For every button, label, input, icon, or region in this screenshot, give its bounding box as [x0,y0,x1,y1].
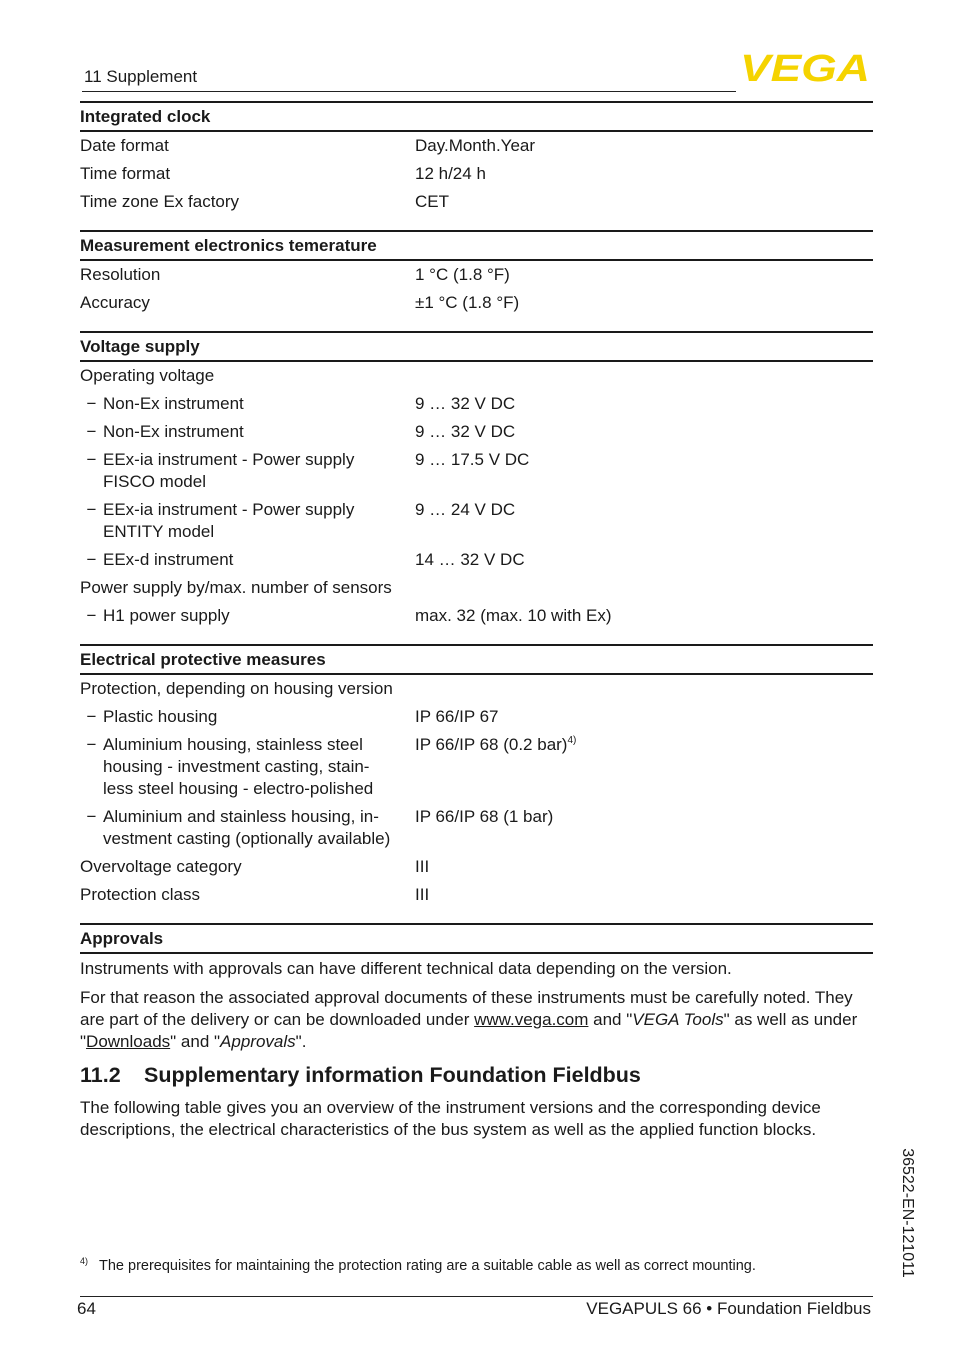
svg-text:VEGA: VEGA [740,50,870,84]
section-title: Measurement electronics temerature [80,230,873,261]
section-approvals [80,923,873,1053]
table-row: Operating voltage [80,366,215,385]
footer-rule [80,1296,873,1297]
approvals-paragraph: For that reason the associated approval documents of these instruments must be carefully noted. They are part of the delivery or can be downloaded under www.vega.com and "VEGA Tools" as well as under "Downloads" and "Approvals". [80,988,858,1051]
page-header-label: 11 Supplement [84,67,198,86]
downloads-link[interactable]: Downloads [86,1032,171,1051]
footer-title: VEGAPULS 66 • Foundation Fieldbus [586,1299,871,1318]
approvals-paragraph: Instruments with approvals can have different technical data depending on the version. [80,959,732,978]
table-row: − EEx-ia instrument - Power supply ENTITY model 9 … 24 V DC [86,500,516,541]
section-voltage-supply [80,331,873,627]
section-title: Voltage supply [80,331,873,362]
table-row: − Aluminium housing, stainless steel housing - investment casting, stain-less steel housing - electro-polished IP 66/IP 68 (0.2 bar)$^{4)}$ [86,735,577,798]
table-row: − Aluminium and stainless housing, in-vestment casting (optionally available) IP 66/IP 68 (1 bar) [86,807,554,848]
table-row: − Non-Ex instrument 9 … 32 V DC [86,394,516,413]
page-number: 64 [77,1299,96,1318]
section-title: Electrical protective measures [80,644,873,675]
table-row: Protection, depending on housing version [80,679,393,698]
table-row: Accuracy ±1 °C (1.8 °F) [80,293,520,312]
section-heading: 11.2 Supplementary information Foundation Fieldbus [80,1063,641,1087]
table-row: Time format 12 h/24 h [80,164,486,183]
section-electronics-temperature [80,230,873,314]
section-integrated-clock [80,101,873,213]
vega-website-link[interactable]: www.vega.com [474,1010,589,1029]
section-title: Approvals [80,923,873,954]
table-row: Protection class III [80,885,430,904]
table-row: Overvoltage category III [80,857,430,876]
table-row: − H1 power supply max. 32 (max. 10 with Ex) [86,606,612,625]
section-title: Integrated clock [80,101,873,132]
header-rule [82,91,736,92]
footnote: 4) The prerequisites for maintaining the protection rating are a suitable cable as well as correct mounting. [80,1256,756,1274]
table-row: Power supply by/max. number of sensors [80,578,392,597]
vega-logo [740,50,872,84]
footnote-ref: 4) [567,735,577,746]
table-row: Time zone Ex factory CET [80,192,449,211]
table-row: − Non-Ex instrument 9 … 32 V DC [86,422,516,441]
table-row: − Plastic housing IP 66/IP 67 [86,707,499,726]
document-code: 36522-EN-121011 [899,1148,916,1278]
table-row: − EEx-d instrument 14 … 32 V DC [86,550,525,569]
table-row: Resolution 1 °C (1.8 °F) [80,265,510,284]
tech-data-content [80,101,873,1053]
section-electrical-protective-measures [80,644,873,906]
table-row: Date format Day.Month.Year [80,136,536,155]
table-row: − EEx-ia instrument - Power supply FISCO model 9 … 17.5 V DC [86,450,530,491]
section-intro: The following table gives you an overview of the instrument versions and the corresponding device descriptions, the electrical characteristics of the bus system as well as the applied function blocks. [80,1098,821,1139]
